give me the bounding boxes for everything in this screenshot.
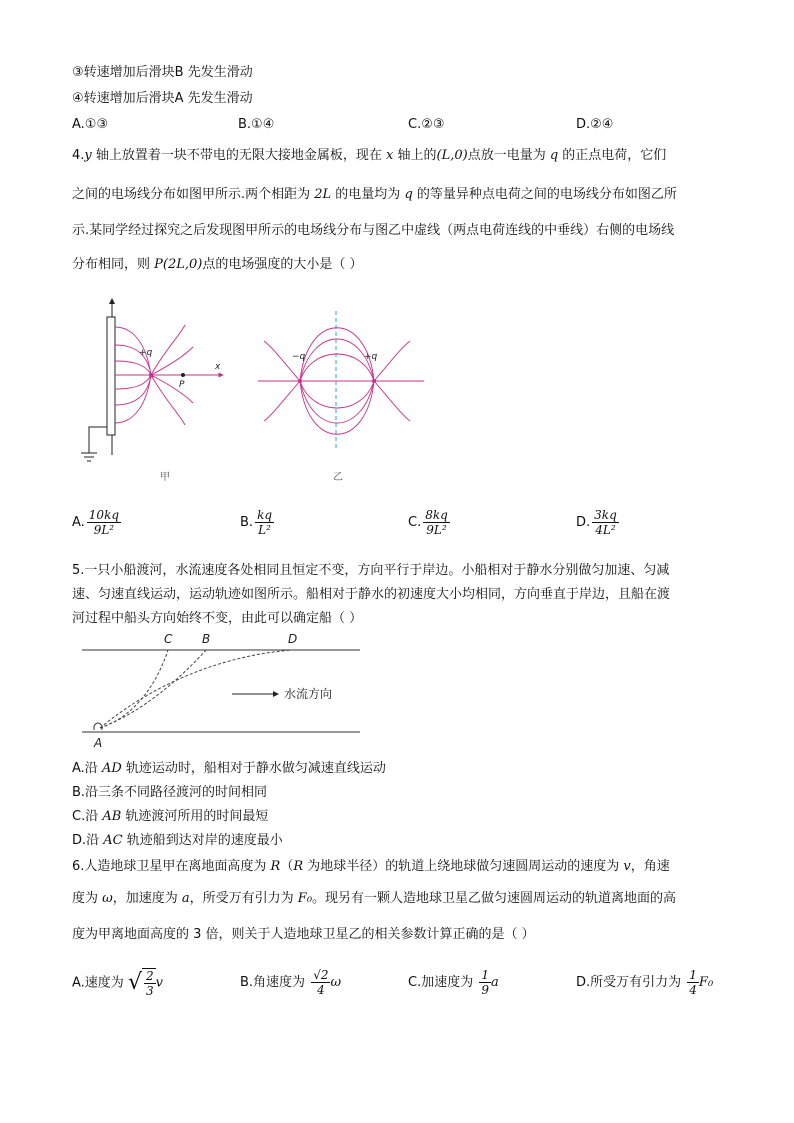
path-AD [100, 650, 292, 728]
label-A: A [94, 736, 103, 750]
metal-plate [107, 317, 115, 435]
flow-direction-label: 水流方向 [284, 687, 333, 701]
figure-jia [75, 295, 235, 480]
charge-minus-q [298, 379, 302, 383]
q6-line-2: 度为 ω，加速度为 a，所受万有引力为 F₀。现另有一颗人造地球卫星乙做匀速圆周运动的轨道离地面的高 [72, 891, 677, 906]
label-minus-q: −q [292, 352, 306, 362]
path-AB [100, 650, 206, 728]
figure-river [78, 630, 368, 752]
q5-line-2: 速、匀速直线运动，运动轨迹如图所示。船相对于静水的初速度大小均相同，方向垂直于岸边，且船在渡 [72, 587, 671, 602]
label-C: C [164, 632, 173, 646]
prev-choice-a: A.①③ [72, 117, 109, 132]
label-D: D [288, 632, 298, 646]
q4-line-1: 4.y 轴上放置着一块不带电的无限大接地金属板，现在 x 轴上的(L,0)点放一电量为 q 的正点电荷，它们 [72, 148, 667, 163]
q4-option-c: C. $\frac{8kq}{\text{9L²}}$ [408, 508, 448, 537]
prev-choice-d: D.②④ [576, 117, 614, 132]
label-plus-q-yi: +q [364, 352, 378, 362]
q5-option-b: B.沿三条不同路径渡河的时间相同 [72, 785, 268, 800]
q4-option-b: B. $\frac{kq}{\text{L²}}$ [240, 508, 273, 537]
q4-option-d: D. $\frac{3kq}{\text{4L²}}$ [576, 508, 617, 537]
prev-choice-b: B.①④ [238, 117, 275, 132]
q6-option-b: B.角速度为 $\frac{√2}{4}$ ω [240, 968, 342, 997]
path-AC [100, 650, 168, 728]
q5-line-3: 河过程中船头方向始终不变，由此可以确定船（ ） [72, 611, 363, 626]
q6-line-1: 6.人造地球卫星甲在离地面高度为 R（R 为地球半径）的轨道上绕地球做匀速圆周运动的速度为 v，角速 [72, 859, 670, 874]
label-x: x [215, 362, 221, 372]
q5-option-a: A.沿 AD 轨迹运动时，船相对于静水做匀减速直线运动 [72, 761, 386, 776]
ground-wire [89, 427, 107, 453]
q6-option-d: D.所受万有引力为 $\frac{1}{4}$ F₀ [576, 968, 714, 997]
q5-option-c: C.沿 AB 轨迹渡河所用的时间最短 [72, 809, 269, 824]
point-P [181, 373, 185, 377]
q4-option-a: A. $\frac{10kq}{\text{9L²}}$ [72, 508, 120, 537]
label-P: P [179, 380, 185, 390]
q4-line-3: 示.某同学经过探究之后发现图甲所示的电场线分布与图乙中虚线（两点电荷连线的中垂线）右侧的电场线 [72, 223, 675, 238]
caption-yi: 乙 [333, 472, 343, 483]
charge-plus-q-yi [372, 379, 376, 383]
label-B: B [202, 632, 211, 646]
boat-icon [94, 723, 102, 730]
q6-option-c: C.加速度为 $\frac{1}{9}$ a [408, 968, 499, 997]
caption-jia: 甲 [160, 472, 170, 483]
q6-line-3: 度为甲离地面高度的 3 倍，则关于人造地球卫星乙的相关参数计算正确的是（ ） [72, 927, 535, 942]
prev-choice-c: C.②③ [408, 117, 445, 132]
q4-line-4: 分布相同，则 P(2L,0)点的电场强度的大小是（ ） [72, 257, 363, 272]
q6-option-a: A.速度为 √ $\frac{2}{3}$ v [72, 969, 163, 998]
q5-option-d: D.沿 AC 轨迹船到达对岸的速度最小 [72, 833, 283, 848]
prev-option-4: ④转速增加后滑块A 先发生滑动 [72, 91, 253, 106]
charge-plus-q [149, 373, 153, 377]
q4-line-2: 之间的电场线分布如图甲所示.两个相距为 2L 的电量均为 q 的等量异种点电荷之间的电场线分布如图乙所 [72, 187, 677, 202]
figure-yi [252, 305, 432, 455]
label-plus-q: +q [139, 348, 153, 358]
q5-line-1: 5.一只小船渡河，水流速度各处相同且恒定不变，方向平行于岸边。小船相对于静水分别做匀加速、匀减 [72, 563, 670, 578]
prev-option-3: ③转速增加后滑块B 先发生滑动 [72, 65, 253, 80]
